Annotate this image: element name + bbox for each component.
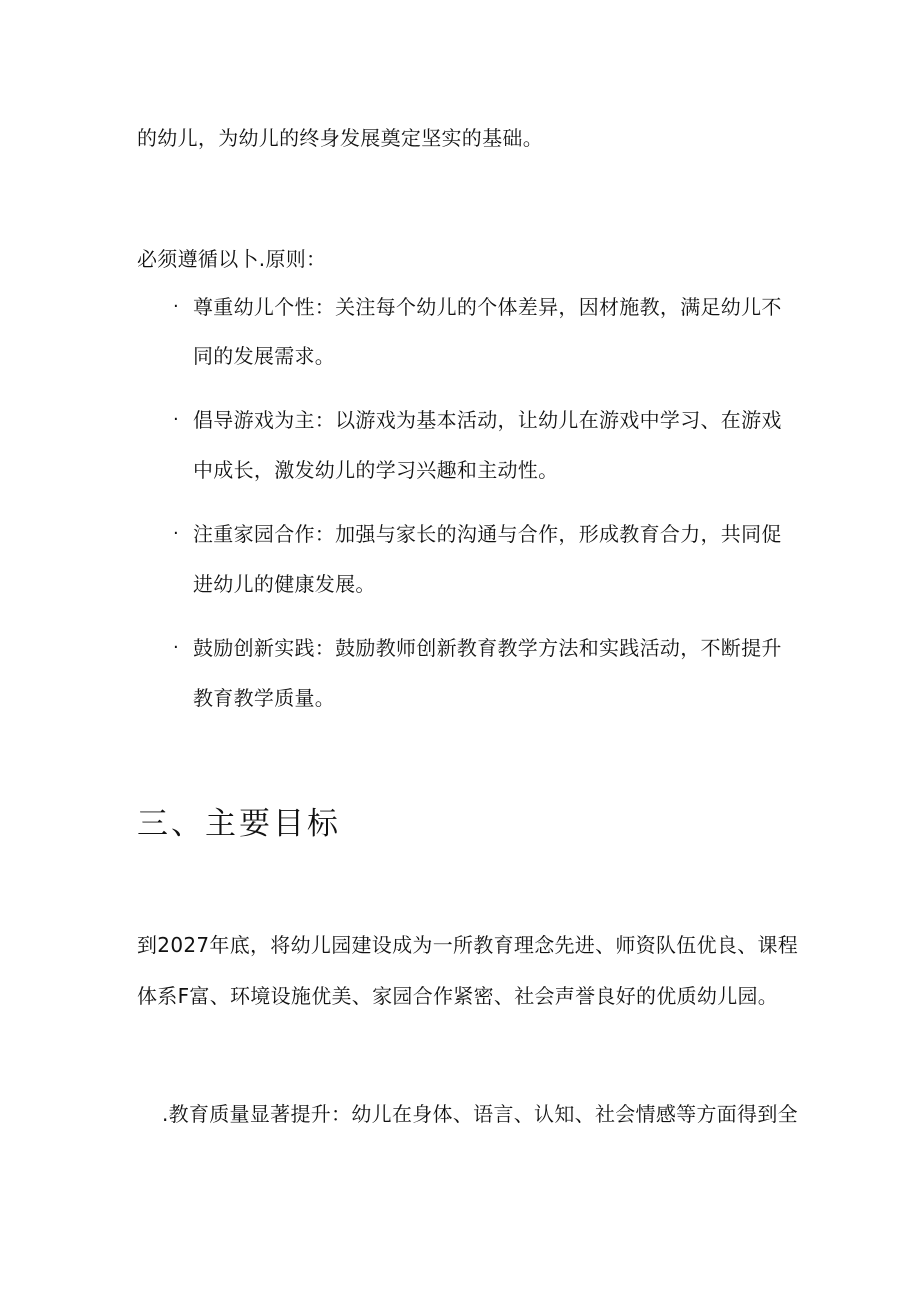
goal-item-1: .教育质量显著提升：幼儿在身体、语言、认知、社会情感等方面得到全 bbox=[162, 1102, 798, 1126]
principle-text-line1: 倡导游戏为主：以游戏为基本活动，让幼儿在游戏中学习、在游戏 bbox=[193, 408, 782, 432]
principle-text-line2: 中成长，激发幼儿的学习兴趣和主动性。 bbox=[193, 458, 559, 482]
goal-paragraph-line2: 体系F富、环境设施优美、家园合作紧密、社会声誉良好的优质幼儿园。 bbox=[137, 984, 779, 1008]
bullet-icon: · bbox=[173, 523, 179, 544]
principle-text-line1: 鼓励创新实践：鼓励教师创新教育教学方法和实践活动，不断提升 bbox=[193, 636, 782, 660]
principle-text-line2: 进幼儿的健康发展。 bbox=[193, 572, 376, 596]
bullet-icon: · bbox=[173, 409, 179, 430]
principle-text-line1: 注重家园合作：加强与家长的沟通与合作，形成教育合力，共同促 bbox=[193, 522, 782, 546]
principle-text-line2: 教育教学质量。 bbox=[193, 686, 336, 710]
bullet-icon: · bbox=[173, 296, 179, 317]
principle-text-line1: 尊重幼儿个性：关注每个幼儿的个体差异，因材施教，满足幼儿不 bbox=[193, 295, 782, 319]
principle-text-line2: 同的发展需求。 bbox=[193, 344, 336, 368]
section-heading: 三、主要目标 bbox=[137, 806, 341, 842]
continuation-text: 的幼儿，为幼儿的终身发展奠定坚实的基础。 bbox=[137, 126, 543, 150]
goal-paragraph-line1: 到2027年底，将幼儿园建设成为一所教育理念先进、师资队伍优良、课程 bbox=[137, 933, 799, 957]
bullet-icon: · bbox=[173, 637, 179, 658]
principles-intro: 必须遵循以卜.原则： bbox=[137, 247, 327, 271]
